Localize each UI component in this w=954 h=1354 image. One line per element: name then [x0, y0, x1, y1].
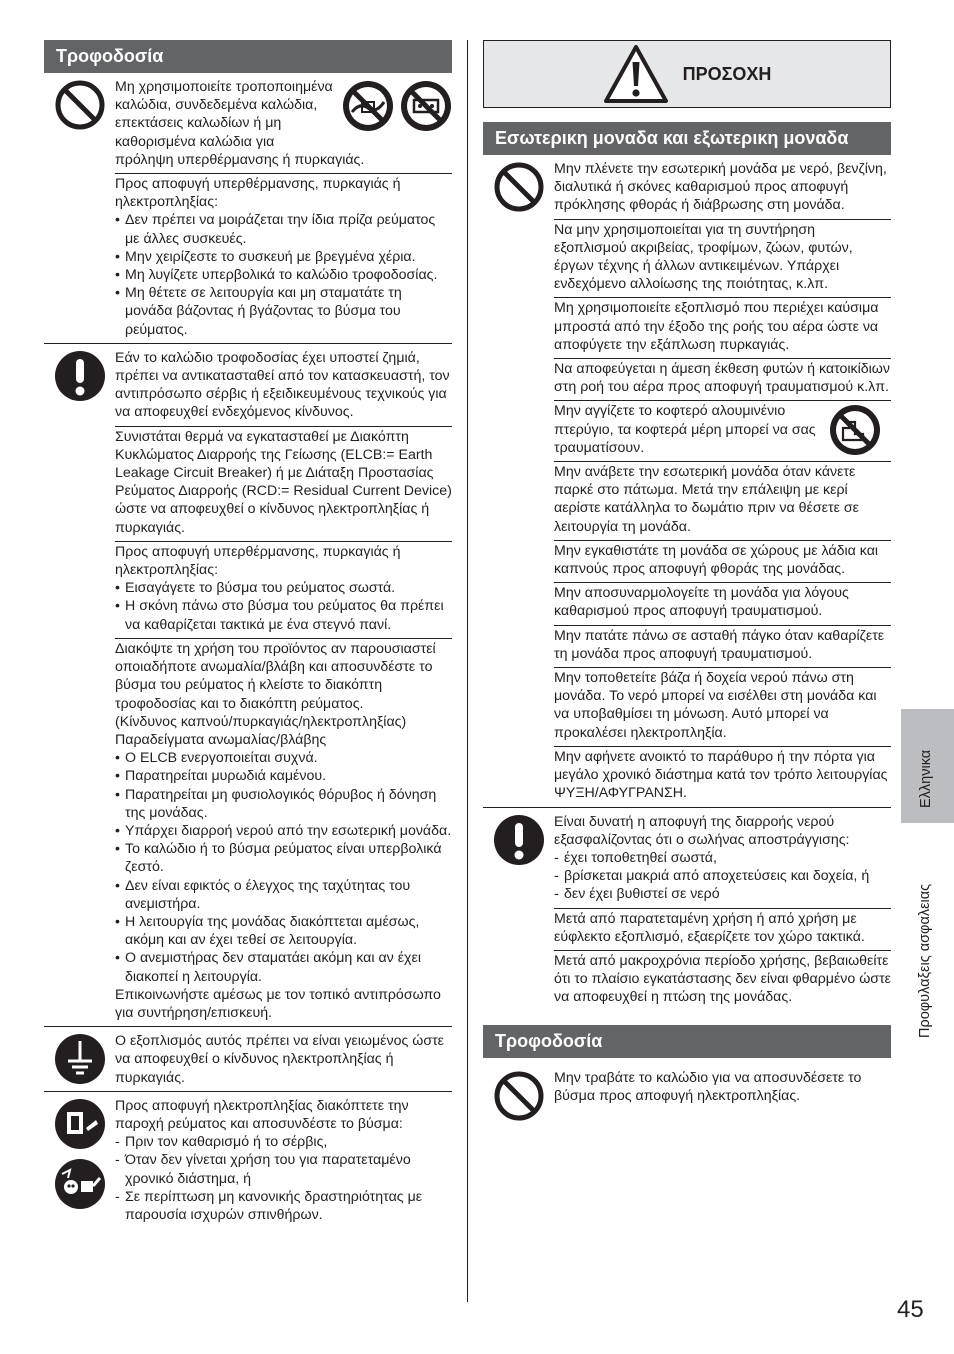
list-item: Μην αφήνετε ανοικτό το παράθυρο ή την πόρτα για μεγάλο χρονικό διάστημα κατά τον τρόπο λειτουργίας ΨΥΞΗ/ΑΦΥΓΡΑΝΣΗ. — [554, 746, 891, 807]
no-extension-cable-icon — [400, 80, 452, 132]
section-header-power: Τροφοδοσία — [44, 40, 452, 73]
list-item: Μετά από παρατεταμένη χρήση ή από χρήση με εύφλεκτο εξοπλισμό, εξαερίζετε τον χώρο τακτικά. — [554, 908, 891, 950]
page-number: 45 — [897, 1296, 924, 1323]
list-item: Συνιστάται θερμά να εγκατασταθεί με Διακόπτη Κυκλώματος Διαρροής της Γείωσης (ELCB:= Earth Leakage Circuit Breaker) ή με Διάταξη Προστασίας Ρεύματος Διαρροής (RCD:= Residual Current Device) ώστε να αποφευχθεί ο κίνδυνος ηλεκτροπληξίας ή πυρκαγιάς. — [115, 426, 452, 541]
no-spliced-cable-icon — [342, 80, 394, 132]
list-item: Μην πατάτε πάνω σε ασταθή πάγκο όταν καθαρίζετε τη μονάδα προς αποφυγή τραυματισμού. — [554, 625, 891, 667]
prohibition-icon — [493, 1070, 545, 1122]
list-item: Μην εγκαθιστάτε τη μονάδα σε χώρους με λάδια και καπνούς προς αποφυγή φθοράς της μονάδας. — [554, 540, 891, 582]
list-item: Είναι δυνατή η αποφυγή της διαρροής νερού εξασφαλίζοντας ότι ο σωλήνας αποστράγγισης: - έχει τοποθετηθεί σωστά, - βρίσκεται μακριά από αποχετεύσεις και δοχεία, ή - δεν έχει βυθιστεί σε νερό — [554, 812, 891, 908]
unplug-icon — [54, 1158, 106, 1210]
list-item: Μην αγγίζετε το κοφτερό αλουμινένιο πτερύγιο, τα κοφτερά μέρη μπορεί να σας τραυματίσουν. — [554, 400, 891, 461]
unplug-group — [44, 1091, 452, 1228]
list-item: Μετά από μακροχρόνια περίοδο χρήσης, βεβαιωθείτε ότι το πλαίσιο εγκατάστασης δεν είναι φθαρμένο ώστε να αποφευχθεί η πτώση της μονάδας. — [554, 950, 891, 1011]
list-item: Προς αποφυγή υπερθέρμανσης, πυρκαγιάς ή ηλεκτροπληξίας: • Εισαγάγετε το βύσμα του ρεύματος σωστά. • Η σκόνη πάνω στο βύσμα του ρεύματος θα πρέπει να καθαρίζεται τακτικά με ένα στεγνό πανί. — [115, 541, 452, 638]
list-item: Μην ανάβετε την εσωτερική μονάδα όταν κάνετε παρκέ στο πάτωμα. Μετά την επάλειψη με κερί αερίστε κατάλληλα το δωμάτιο πριν να θέσετε σε λειτουργία τη μονάδα. — [554, 461, 891, 540]
list-item: Να μην χρησιμοποιείται για τη συντήρηση εξοπλισμού ακριβείας, τροφίμων, ζώων, φυτών, έργων τέχνης ή άλλων αντικειμένων. Υπάρχει ενδεχόμενο αλλοίωσης της ποιότητας, κ.λπ. — [554, 219, 891, 298]
right-column — [483, 40, 891, 1122]
grounding-group — [44, 1026, 452, 1091]
list-item: Να αποφεύγεται η άμεση έκθεση φυτών ή κατοικίδιων στη ροή του αέρα προς αποφυγή τραυματισμού κ.λπ. — [554, 358, 891, 400]
list-item: Μη χρησιμοποιείτε εξοπλισμό που περιέχει καύσιμα μπροστά από την έξοδο της ροής του αέρα ώστε να αποφύγετε την εξάπλωση πυρκαγιάς. — [554, 297, 891, 358]
warning-triangle-icon — [603, 44, 669, 104]
prohibition-icon — [54, 79, 106, 131]
prohibition-group — [483, 155, 891, 807]
list-item: Μην τοποθετείτε βάζα ή δοχεία νερού πάνω στη μονάδα. Το νερό μπορεί να εισέλθει στη μονάδα και να υποβαθμίσει τη μόνωση. Αυτό μπορεί να προκαλέσει ηλεκτροπληξία. — [554, 667, 891, 746]
mandatory-action-icon — [493, 814, 545, 866]
list-item: Εάν το καλώδιο τροφοδοσίας έχει υποστεί ζημιά, πρέπει να αντικατασταθεί από τον κατασκευαστή, τον αντιπρόσωπο σέρβις ή εξειδικευμένους τεχνικούς για να αποφευχθεί ενδεχόμενος κίνδυνος. — [115, 349, 450, 421]
list-item: Προς αποφυγή υπερθέρμανσης, πυρκαγιάς ή ηλεκτροπληξίας: • Δεν πρέπει να μοιράζεται την ίδια πρίζα ρεύματος με άλλες συσκευές. • Μην χειρίζεστε το συσκευή με βρεγμένα χέρια. • Μη λυγίζετε υπερβολικά το καλώδιο τροφοδοσίας. • Μη θέτετε σε λειτουργία και μη σταματάτε τη μονάδα βάζοντας ή βγάζοντας το βύσμα του ρεύματος. — [115, 173, 452, 343]
language-label: Ελληνικα — [918, 749, 934, 808]
switch-off-icon — [54, 1098, 106, 1150]
section-header-units: Εσωτερικη μοναδα και εξωτερικη μοναδα — [483, 122, 891, 155]
section-header-power: Τροφοδοσία — [483, 1025, 891, 1058]
list-item: Μην πλένετε την εσωτερική μονάδα με νερό, βενζίνη, διαλυτικά ή σκόνες καθαρισμού προς αποφυγή πρόκλησης φθοράς ή διάβρωσης στη μονάδα. — [554, 161, 887, 214]
mandatory-group — [44, 343, 452, 1026]
item-text: Μη χρησιμοποιείτε τροποποιημένα καλώδια, συνδεδεμένα καλώδια, επεκτάσεις καλωδίων ή μη καθορισμένα καλώδια για πρόληψη υπερθέρμανσης ή πυρκαγιάς. — [115, 79, 365, 168]
list-item: Μην αποσυναρμολογείτε τη μονάδα για λόγους καθαρισμού προς αποφυγή τραυματισμού. — [554, 582, 891, 624]
list-item: Διακόψτε τη χρήση του προϊόντος αν παρουσιαστεί οποιαδήποτε ανωμαλία/βλάβη και αποσυνδέστε το βύσμα του ρεύματος ή κλείστε το διακόπτη τροφοδοσίας και το διακόπτη ρεύματος. (Κίνδυνος καπνού/πυρκαγιάς/ηλεκτροπληξίας) Παραδείγματα ανωμαλίας/βλάβης • Ο ELCB ενεργοποιείται συχνά. • Παρατηρείται μυρωδιά καμένου. • Παρατηρείται μη φυσιολογικός θόρυβος ή δόνηση της μονάδας. • Υπάρχει διαρροή νερού από την εσωτερική μονάδα. • Το καλώδιο ή το βύσμα ρεύματος είναι υπερβολικά ζεστό. • Δεν είναι εφικτός ο έλεγχος της ταχύτητας του ανεμιστήρα. • Η λειτουργία της μονάδας διακόπτεται αμέσως, ακόμη και αν έχει τεθεί σε λειτουργία. • Ο ανεμιστήρας δεν σταματάει ακόμη και αν έχει διακοπεί η λειτουργία. Επικοινωνήστε αμέσως με τον τοπικό αντιπρόσωπο για συντήρηση/επισκευή. — [115, 638, 452, 1026]
list-item: Προς αποφυγή ηλεκτροπληξίας διακόπτετε την παροχή ρεύματος και αποσυνδέστε το βύσμα: - Πριν τον καθαρισμό ή το σέρβις, - Όταν δεν γίνεται χρήση του για παρατεταμένο χρονικό διάστημα, ή - Σε περίπτωση μη κανονικής δραστηριότητας με παρουσία ισχυρών σπινθήρων. — [115, 1096, 452, 1228]
column-divider — [467, 40, 468, 1302]
prohibition-icon — [493, 161, 545, 213]
no-touch-fin-icon — [829, 404, 881, 456]
prohibition-group — [483, 1058, 891, 1122]
mandatory-action-icon — [54, 350, 106, 402]
caution-title: ΠΡΟΣΟΧΗ — [682, 63, 772, 84]
earth-ground-icon — [54, 1033, 106, 1085]
caution-box — [483, 40, 891, 108]
list-item: Μην τραβάτε το καλώδιο για να αποσυνδέσετε το βύσμα προς αποφυγή ηλεκτροπληξίας. — [554, 1069, 862, 1104]
mandatory-group — [483, 807, 891, 1011]
list-item: Ο εξοπλισμός αυτός πρέπει να είναι γειωμένος ώστε να αποφευχθεί ο κίνδυνος ηλεκτροπληξίας ή πυρκαγιάς. — [115, 1033, 444, 1086]
section-label: Προφυλαξεις ασφαλειας — [917, 883, 933, 1038]
list-item — [115, 77, 452, 173]
prohibition-group — [44, 73, 452, 343]
left-column — [44, 40, 452, 1228]
